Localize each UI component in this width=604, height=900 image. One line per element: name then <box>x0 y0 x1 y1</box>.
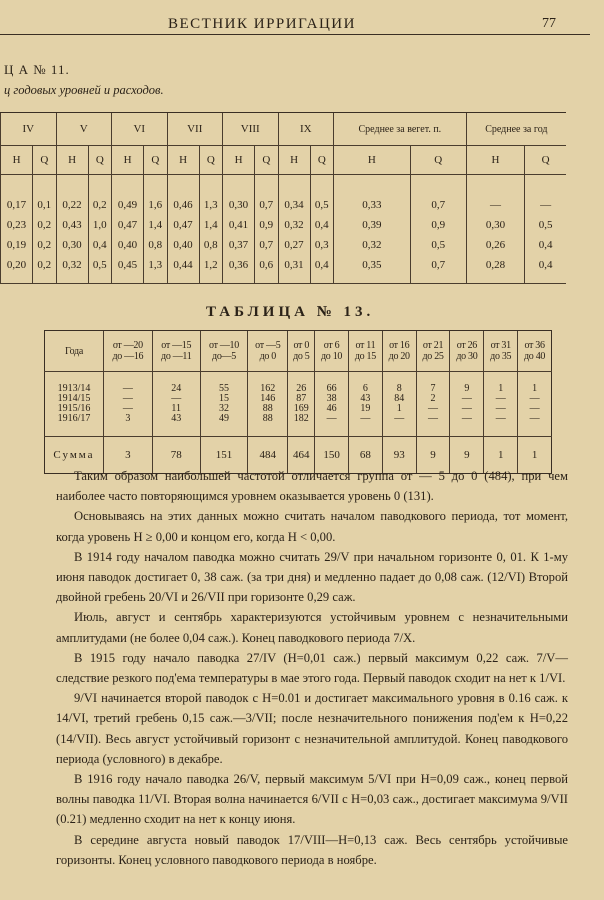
table-cell: 0,47 <box>112 215 144 235</box>
table-cell: — <box>416 404 450 414</box>
q-column-header: Q <box>255 146 278 175</box>
table-cell: 84 <box>382 394 416 404</box>
table-cell: 1,2 <box>199 255 222 284</box>
table-cell: 0,4 <box>310 255 333 284</box>
sum-cell: 9 <box>416 437 450 474</box>
table-cell: 0,40 <box>112 235 144 255</box>
range-header <box>248 331 288 372</box>
h-column-header: Н <box>223 146 255 175</box>
table-row <box>45 414 552 437</box>
table-cell: 182 <box>288 414 315 437</box>
h-column-header: Н <box>56 146 88 175</box>
table-cell: 55 <box>200 372 247 395</box>
table-cell: — <box>416 414 450 437</box>
table-cell: — <box>450 404 484 414</box>
sum-cell: 78 <box>152 437 200 474</box>
table-11-subtitle: ц годовых уровней и расходов. <box>4 83 164 97</box>
table-cell: 8 <box>382 372 416 395</box>
table-cell: 0,47 <box>167 215 199 235</box>
table-cell: 1,3 <box>144 255 167 284</box>
range-to: до 5 <box>293 351 310 362</box>
table-cell: — <box>484 394 518 404</box>
table-cell: 169 <box>288 404 315 414</box>
paragraph: Таким образом наибольшей частотой отличается группа от — 5 до 0 (484), при чем наиболее часто повторяющимся уровнем оказывается уровень 0 (131). <box>56 469 568 504</box>
table-cell: — <box>518 394 552 404</box>
paragraph: В середине августа новый паводок 17/VIII—Н=0,13 саж. Весь сентябрь устойчивые горизонты. Конец условного паводкового периода в ноябре. <box>56 832 568 867</box>
table-cell: 0,2 <box>33 215 56 235</box>
table-cell: 0,17 <box>1 175 33 216</box>
table-cell: 0,2 <box>33 235 56 255</box>
range-to: до 25 <box>422 351 444 362</box>
table-cell: 0,46 <box>167 175 199 216</box>
sum-cell: 68 <box>348 437 382 474</box>
table-row <box>45 372 552 395</box>
table-cell: 66 <box>315 372 349 395</box>
paragraph: Июль, август и сентябрь характеризуются устойчивым уровнем с незначительными амплитудами (не более 0,04 саж.). Конец паводкового периода 7/X. <box>56 610 568 645</box>
month-header: VII <box>167 113 223 146</box>
month-header: IV <box>1 113 57 146</box>
table-cell: 0,28 <box>466 255 524 284</box>
sum-cell: 484 <box>248 437 288 474</box>
table-cell: 1,3 <box>199 175 222 216</box>
table-cell: 7 <box>416 372 450 395</box>
table-cell: — <box>525 175 566 216</box>
paragraph: В 1914 году началом паводка можно считать 29/V при начальном горизонте 0, 01. К 1-му июня паводок достигает 0, 38 саж. (за три дня) и медленно падает до 0,08 саж. (12/VI) Второй двойной гребень 20/VI и 26/VII при горизонте 0,29 саж. <box>56 549 568 605</box>
table-cell: 0,7 <box>255 235 278 255</box>
table-cell: — <box>104 404 153 414</box>
table-cell: — <box>450 394 484 404</box>
table-cell: 24 <box>152 372 200 395</box>
table-cell: 0,4 <box>88 235 111 255</box>
q-column-header: Q <box>410 146 466 175</box>
table-cell: 0,26 <box>466 235 524 255</box>
years-header: Года <box>45 331 104 372</box>
table-cell: 0,32 <box>278 215 310 235</box>
table-cell: 0,32 <box>56 255 88 284</box>
table-row <box>1 255 567 284</box>
table-cell: 0,35 <box>334 255 411 284</box>
q-column-header: Q <box>310 146 333 175</box>
range-to: до 40 <box>524 351 546 362</box>
table-cell: 15 <box>200 394 247 404</box>
table-cell: 43 <box>348 394 382 404</box>
table-cell: 0,5 <box>410 235 466 255</box>
month-header: IX <box>278 113 334 146</box>
table-cell: 0,7 <box>255 175 278 216</box>
table-cell: 0,32 <box>334 235 411 255</box>
table-cell: 0,30 <box>56 235 88 255</box>
range-to: до 15 <box>354 351 376 362</box>
table-cell: 19 <box>348 404 382 414</box>
h-column-header: Н <box>334 146 411 175</box>
table-cell: 0,5 <box>88 255 111 284</box>
table-cell: — <box>518 414 552 437</box>
table-cell: 0,9 <box>410 215 466 235</box>
h-column-header: Н <box>1 146 33 175</box>
table-cell: 0,4 <box>525 235 566 255</box>
table-cell: 0,4 <box>525 255 566 284</box>
table-cell: 32 <box>200 404 247 414</box>
paragraph: 9/VI начинается второй паводок с Н=0.01 и достигает максимального уровня в 0.16 саж. к 14/VI, третий гребень 0,15 саж.—3/VII; после незначительного понижения под'ем к Н=0,22 (14/VII). Весь август устойчивый горизонт с незначительной амплитудой. Конец паводкового периода (условного) в декабре. <box>56 691 568 766</box>
table-cell: 1,4 <box>199 215 222 235</box>
table-cell: 11 <box>152 404 200 414</box>
sum-cell: 464 <box>288 437 315 474</box>
q-column-header: Q <box>33 146 56 175</box>
q-column-header: Q <box>525 146 566 175</box>
table-cell: 0,2 <box>33 255 56 284</box>
h-column-header: Н <box>466 146 524 175</box>
table-cell: 0,5 <box>310 175 333 216</box>
range-from: от 26 <box>456 340 477 351</box>
table-cell: 0,4 <box>310 215 333 235</box>
table-cell: 46 <box>315 404 349 414</box>
table-row <box>1 175 567 216</box>
table-cell: — <box>348 414 382 437</box>
table-cell: 0,44 <box>167 255 199 284</box>
table-cell: 49 <box>200 414 247 437</box>
table-cell: 0,5 <box>525 215 566 235</box>
table-cell: 0,9 <box>255 215 278 235</box>
range-from: от 36 <box>524 340 545 351</box>
table-cell: 38 <box>315 394 349 404</box>
range-to: до 0 <box>259 351 276 362</box>
sum-cell: 93 <box>382 437 416 474</box>
range-to: до 35 <box>490 351 512 362</box>
range-from: от 16 <box>389 340 410 351</box>
table-cell: 0,41 <box>223 215 255 235</box>
table-cell: 0,20 <box>1 255 33 284</box>
table-cell: — <box>450 414 484 437</box>
table-cell: 0,2 <box>88 175 111 216</box>
q-column-header: Q <box>144 146 167 175</box>
table-cell: 1,6 <box>144 175 167 216</box>
table-cell: 0,23 <box>1 215 33 235</box>
table-cell: 0,1 <box>33 175 56 216</box>
sum-cell: 1 <box>484 437 518 474</box>
table-cell: 1 <box>484 372 518 395</box>
h-column-header: Н <box>167 146 199 175</box>
table-cell: — <box>382 414 416 437</box>
range-from: от —15 <box>161 340 192 351</box>
paragraph: В 1916 году начало паводка 26/V, первый максимум 5/VI при Н=0,09 саж., конец первой волны паводка 11/VI. Вторая волна начинается 6/VII с Н=0,03 саж., достигает максимума 9/VII (0.21) медленно сходит на нет к концу июня. <box>56 772 568 827</box>
table-cell: — <box>315 414 349 437</box>
sum-cell: 1 <box>518 437 552 474</box>
table-cell: — <box>518 404 552 414</box>
month-header: VI <box>112 113 168 146</box>
table-cell: 162 <box>248 372 288 395</box>
range-header <box>416 331 450 372</box>
table-cell: 0,43 <box>56 215 88 235</box>
range-header <box>288 331 315 372</box>
table-11-label: Ц А № 11. <box>4 62 70 77</box>
table-cell: 0,30 <box>223 175 255 216</box>
sum-cell: 3 <box>104 437 153 474</box>
range-from: от —20 <box>112 340 143 351</box>
range-to: до 30 <box>456 351 478 362</box>
q-column-header: Q <box>88 146 111 175</box>
table-cell: 0,27 <box>278 235 310 255</box>
table-cell: 0,30 <box>466 215 524 235</box>
year-cell: 1913/14 <box>45 372 104 395</box>
paragraph: Основываясь на этих данных можно считать началом паводкового периода, тот момент, когда уровень Н ≥ 0,00 и концом его, когда Н < 0,00. <box>56 509 568 544</box>
year-cell: 1914/15 <box>45 394 104 404</box>
range-header <box>104 331 153 372</box>
page-number: 77 <box>542 16 556 31</box>
range-header <box>348 331 382 372</box>
sum-cell: 150 <box>315 437 349 474</box>
table-cell: 1,0 <box>88 215 111 235</box>
journal-title: ВЕСТНИК ИРРИГАЦИИ <box>168 16 356 32</box>
avg-veg-header: Среднее за вегет. п. <box>334 113 467 146</box>
h-column-header: Н <box>278 146 310 175</box>
table-cell: 1 <box>382 404 416 414</box>
table-cell: 43 <box>152 414 200 437</box>
sum-cell: 151 <box>200 437 247 474</box>
table-cell: 0,33 <box>334 175 411 216</box>
table-cell: 0,37 <box>223 235 255 255</box>
range-header <box>152 331 200 372</box>
table-cell: 26 <box>288 372 315 395</box>
table-cell: 3 <box>104 414 153 437</box>
table-cell: 2 <box>416 394 450 404</box>
table-cell: — <box>466 175 524 216</box>
paragraph: В 1915 году начало паводка 27/IV (Н=0,01 саж.) первый максимум 0,22 саж. 7/V—следствие резкого под'ема температуры в мае этого года. Первый паводок сходит на нет к 1/VI. <box>56 650 568 686</box>
year-cell: 1915/16 <box>45 404 104 414</box>
table-cell: 0,19 <box>1 235 33 255</box>
running-header <box>0 12 590 35</box>
table-cell: 1 <box>518 372 552 395</box>
table-cell: 0,49 <box>112 175 144 216</box>
table-cell: 0,45 <box>112 255 144 284</box>
range-to: до —11 <box>161 351 192 362</box>
range-header <box>484 331 518 372</box>
range-from: от —5 <box>255 340 281 351</box>
table-cell: 1,4 <box>144 215 167 235</box>
sum-cell: 9 <box>450 437 484 474</box>
month-header: V <box>56 113 112 146</box>
table-cell: 88 <box>248 404 288 414</box>
table-cell: 0,6 <box>255 255 278 284</box>
range-header <box>315 331 349 372</box>
range-header <box>382 331 416 372</box>
h-column-header: Н <box>112 146 144 175</box>
body-text <box>56 466 568 870</box>
table-13 <box>44 330 552 474</box>
range-header <box>518 331 552 372</box>
range-from: от —10 <box>209 340 239 351</box>
table-cell: 0,31 <box>278 255 310 284</box>
month-header: VIII <box>223 113 279 146</box>
table-13-title: ТАБЛИЦА № 13. <box>206 304 375 320</box>
table-row <box>1 235 567 255</box>
table-cell: 0,7 <box>410 255 466 284</box>
sum-label: Сумма <box>45 437 104 474</box>
table-row <box>1 215 567 235</box>
year-cell: 1916/17 <box>45 414 104 437</box>
q-column-header: Q <box>199 146 222 175</box>
table-cell: 87 <box>288 394 315 404</box>
range-to: до —16 <box>112 351 144 362</box>
range-to: до—5 <box>212 351 236 362</box>
table-cell: 0,36 <box>223 255 255 284</box>
table-cell: 0,3 <box>310 235 333 255</box>
table-cell: 88 <box>248 414 288 437</box>
table-cell: — <box>104 394 153 404</box>
table-cell: 0,7 <box>410 175 466 216</box>
table-cell: — <box>104 372 153 395</box>
range-from: от 0 <box>293 340 310 351</box>
range-from: от 6 <box>323 340 340 351</box>
range-from: от 31 <box>490 340 511 351</box>
table-cell: 146 <box>248 394 288 404</box>
range-from: от 21 <box>422 340 444 351</box>
table-cell: — <box>484 414 518 437</box>
table-cell: 0,8 <box>199 235 222 255</box>
table-cell: — <box>484 404 518 414</box>
range-header <box>450 331 484 372</box>
table-cell: 6 <box>348 372 382 395</box>
range-to: до 10 <box>321 351 343 362</box>
range-from: от 11 <box>355 340 376 351</box>
table-cell: 9 <box>450 372 484 395</box>
table-cell: 0,8 <box>144 235 167 255</box>
table-cell: 0,39 <box>334 215 411 235</box>
table-cell: — <box>152 394 200 404</box>
table-cell: 0,22 <box>56 175 88 216</box>
table-cell: 0,40 <box>167 235 199 255</box>
range-to: до 20 <box>388 351 410 362</box>
range-header <box>200 331 247 372</box>
table-11 <box>0 112 566 284</box>
table-cell: 0,34 <box>278 175 310 216</box>
avg-year-header: Среднее за год <box>466 113 566 146</box>
